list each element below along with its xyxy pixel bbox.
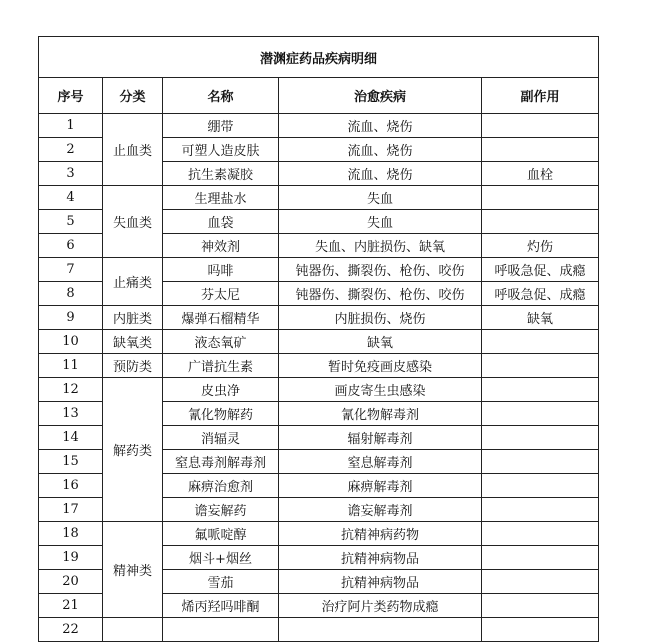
side-effects [482,546,599,570]
side-effects [482,330,599,354]
side-effects: 血栓 [482,162,599,186]
row-number: 15 [39,450,103,474]
side-effects [482,618,599,642]
side-effects [482,378,599,402]
row-number: 21 [39,594,103,618]
side-effects [482,114,599,138]
row-number: 10 [39,330,103,354]
cured-conditions: 内脏损伤、烧伤 [279,306,482,330]
category-cell [103,618,163,642]
cured-conditions: 失血、内脏损伤、缺氧 [279,234,482,258]
cured-conditions: 流血、烧伤 [279,162,482,186]
side-effects [482,426,599,450]
table-row [39,618,599,642]
cured-conditions: 暂时免疫画皮感染 [279,354,482,378]
medicine-name: 液态氧矿 [163,330,279,354]
table-row [39,258,599,282]
side-effects [482,450,599,474]
side-effects: 灼伤 [482,234,599,258]
cured-conditions: 辐射解毒剂 [279,426,482,450]
category-cell: 止血类 [103,114,163,186]
side-effects [482,354,599,378]
cured-conditions: 画皮寄生虫感染 [279,378,482,402]
side-effects [482,474,599,498]
medicine-name: 血袋 [163,210,279,234]
row-number: 18 [39,522,103,546]
header-category: 分类 [103,78,163,114]
row-number: 14 [39,426,103,450]
table-row [39,522,599,546]
cured-conditions: 钝器伤、撕裂伤、枪伤、咬伤 [279,282,482,306]
row-number: 11 [39,354,103,378]
cured-conditions: 流血、烧伤 [279,138,482,162]
cured-conditions: 流血、烧伤 [279,114,482,138]
cured-conditions: 治疗阿片类药物成瘾 [279,594,482,618]
table-row [39,114,599,138]
row-number: 2 [39,138,103,162]
cured-conditions: 抗精神病物品 [279,546,482,570]
table-row [39,378,599,402]
table-body [39,114,599,642]
medicine-name: 皮虫净 [163,378,279,402]
row-number: 13 [39,402,103,426]
cured-conditions: 抗精神病物品 [279,570,482,594]
medicine-name: 麻痹治愈剂 [163,474,279,498]
category-cell: 止痛类 [103,258,163,306]
table-row [39,306,599,330]
cured-conditions: 失血 [279,210,482,234]
category-cell: 解药类 [103,378,163,522]
category-cell: 精神类 [103,522,163,618]
side-effects [482,522,599,546]
medicine-name: 芬太尼 [163,282,279,306]
row-number: 5 [39,210,103,234]
table-title: 潜渊症药品疾病明细 [39,37,599,78]
row-number: 8 [39,282,103,306]
medicine-name: 氟哌啶醇 [163,522,279,546]
row-number: 1 [39,114,103,138]
header-name: 名称 [163,78,279,114]
cured-conditions: 钝器伤、撕裂伤、枪伤、咬伤 [279,258,482,282]
cured-conditions: 氰化物解毒剂 [279,402,482,426]
side-effects [482,594,599,618]
cured-conditions: 窒息解毒剂 [279,450,482,474]
row-number: 9 [39,306,103,330]
medicine-name: 神效剂 [163,234,279,258]
medicine-table [38,36,599,642]
row-number: 16 [39,474,103,498]
medicine-name: 生理盐水 [163,186,279,210]
side-effects [482,210,599,234]
side-effects [482,570,599,594]
header-cures: 治愈疾病 [279,78,482,114]
medicine-name: 氰化物解药 [163,402,279,426]
row-number: 22 [39,618,103,642]
category-cell: 内脏类 [103,306,163,330]
medicine-name: 爆弹石榴精华 [163,306,279,330]
header-number: 序号 [39,78,103,114]
row-number: 7 [39,258,103,282]
medicine-name: 谵妄解药 [163,498,279,522]
cured-conditions: 抗精神病药物 [279,522,482,546]
medicine-name: 窒息毒剂解毒剂 [163,450,279,474]
category-cell: 缺氧类 [103,330,163,354]
cured-conditions: 谵妄解毒剂 [279,498,482,522]
cured-conditions: 麻痹解毒剂 [279,474,482,498]
medicine-name: 烟斗+烟丝 [163,546,279,570]
medicine-name: 吗啡 [163,258,279,282]
side-effects [482,498,599,522]
row-number: 12 [39,378,103,402]
cured-conditions: 失血 [279,186,482,210]
side-effects: 呼吸急促、成瘾 [482,258,599,282]
header-row [39,78,599,114]
side-effects [482,138,599,162]
row-number: 20 [39,570,103,594]
row-number: 4 [39,186,103,210]
medicine-name: 绷带 [163,114,279,138]
medicine-name: 可塑人造皮肤 [163,138,279,162]
medicine-name: 雪茄 [163,570,279,594]
category-cell: 预防类 [103,354,163,378]
medicine-name [163,618,279,642]
side-effects: 缺氧 [482,306,599,330]
table-row [39,354,599,378]
side-effects [482,402,599,426]
row-number: 19 [39,546,103,570]
medicine-name: 烯丙羟吗啡酮 [163,594,279,618]
medicine-name: 消辐灵 [163,426,279,450]
medicine-name: 广谱抗生素 [163,354,279,378]
medicine-name: 抗生素凝胶 [163,162,279,186]
side-effects: 呼吸急促、成瘾 [482,282,599,306]
cured-conditions: 缺氧 [279,330,482,354]
table-row [39,330,599,354]
table-row [39,186,599,210]
header-side-effects: 副作用 [482,78,599,114]
row-number: 17 [39,498,103,522]
row-number: 3 [39,162,103,186]
side-effects [482,186,599,210]
cured-conditions [279,618,482,642]
category-cell: 失血类 [103,186,163,258]
row-number: 6 [39,234,103,258]
